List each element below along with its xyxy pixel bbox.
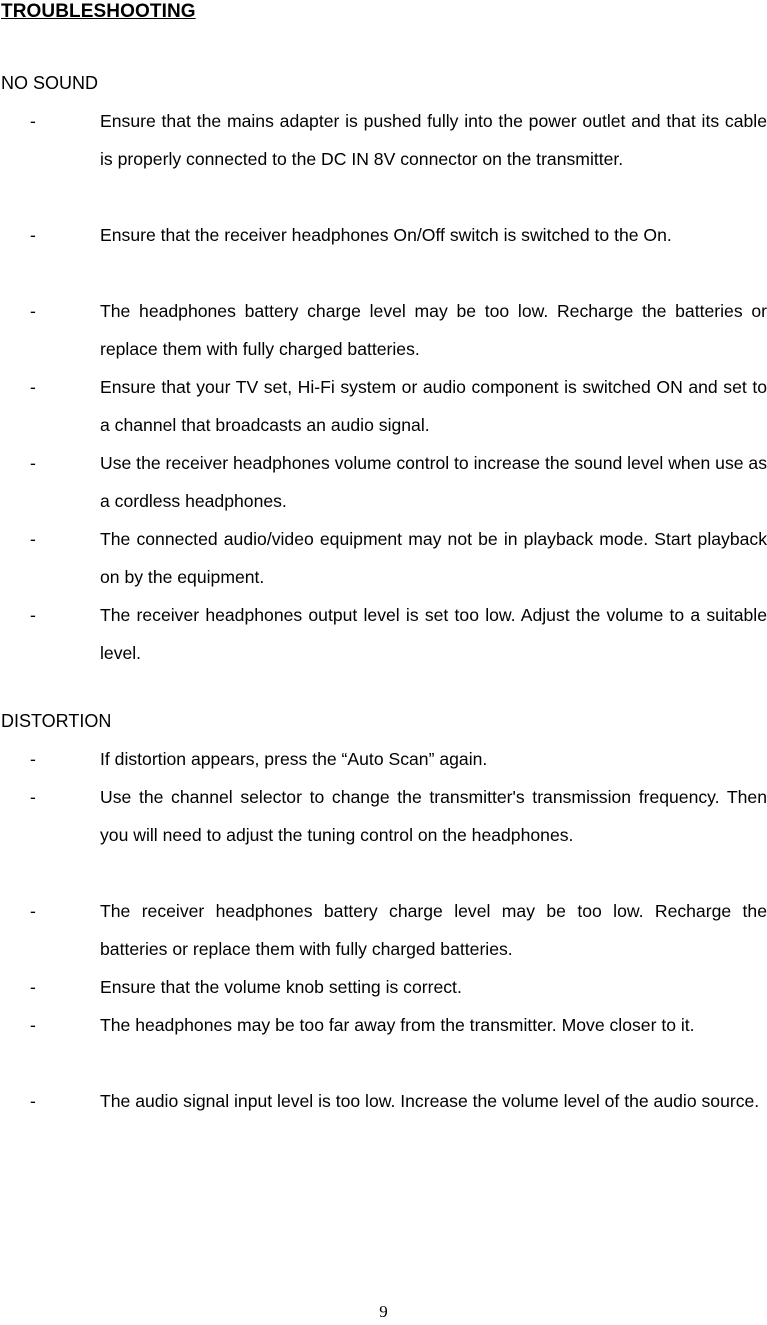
list-item-text: Ensure that the volume knob setting is correct. [100,977,462,997]
list-item-text: Ensure that the mains adapter is pushed fully into the power outlet and that its cable is properly connected to the DC IN 8V connector on the transmitter. [100,111,767,169]
page-number: 9 [379,1302,388,1321]
list-item-text: The headphones battery charge level may be too low. Recharge the batteries or replace them with fully charged batteries. [100,301,767,359]
list-item-text: The audio signal input level is too low. Increase the volume level of the audio source. [100,1091,760,1111]
bullet-dash: - [30,977,36,997]
bullet-dash: - [30,605,36,625]
section-heading-no-sound: NO SOUND [1,73,99,93]
bullet-dash: - [30,749,36,769]
list-item-text: The connected audio/video equipment may not be in playback mode. Start playback on by the equipment. [100,529,767,587]
bullet-dash: - [30,1015,36,1035]
section-heading-distortion: DISTORTION [1,711,112,731]
bullet-dash: - [30,377,36,397]
bullet-dash: - [30,225,36,245]
bullet-dash: - [30,1091,36,1111]
bullet-dash: - [30,901,36,921]
list-item-text: If distortion appears, press the “Auto Scan” again. [100,749,488,769]
bullet-dash: - [30,529,36,549]
list-item-text: Use the receiver headphones volume control to increase the sound level when use as a cordless headphones. [100,453,767,511]
list-item-text: Use the channel selector to change the transmitter's transmission frequency. Then you will need to adjust the tuning control on the headphones. [100,787,767,845]
list-item-text: The receiver headphones battery charge level may be too low. Recharge the batteries or replace them with fully charged batteries. [100,901,767,959]
bullet-dash: - [30,787,36,807]
bullet-dash: - [30,301,36,321]
list-item-text: Ensure that your TV set, Hi-Fi system or audio component is switched ON and set to a channel that broadcasts an audio signal. [100,377,767,435]
list-item-text: The headphones may be too far away from the transmitter. Move closer to it. [100,1015,695,1035]
list-item-text: Ensure that the receiver headphones On/Off switch is switched to the On. [100,225,672,245]
bullet-dash: - [30,453,36,473]
list-item-text: The receiver headphones output level is set too low. Adjust the volume to a suitable level. [100,605,767,663]
bullet-dash: - [30,111,36,131]
page-title: TROUBLESHOOTING [1,1,196,22]
